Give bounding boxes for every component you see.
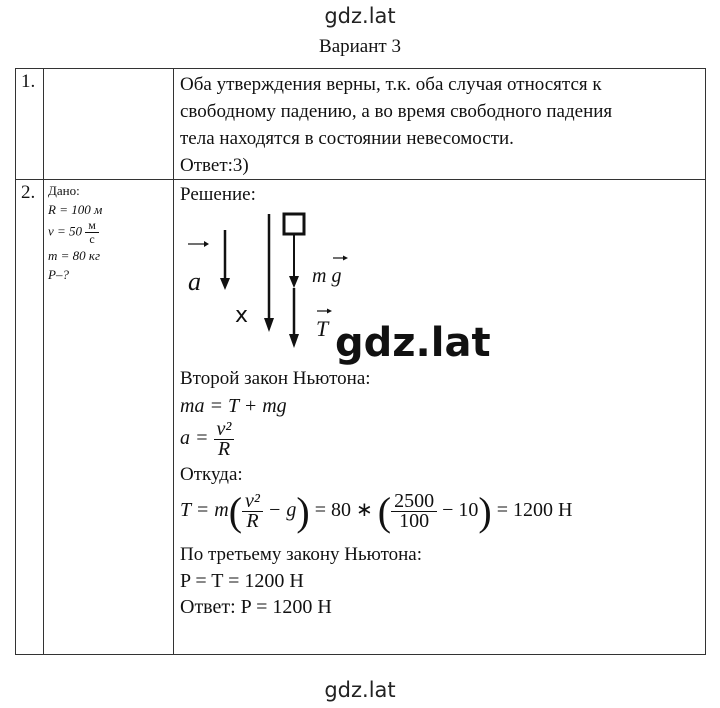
- eq2-fraction: [214, 420, 235, 459]
- solution-heading: Решение:: [180, 184, 256, 205]
- unit-numerator: м: [85, 219, 99, 233]
- acceleration-arrow-head: [220, 278, 230, 290]
- eq3-part: − 10: [442, 499, 479, 522]
- newton-third-law: По третьему закону Ньютона:: [180, 544, 422, 565]
- given-find: P–?: [48, 267, 69, 282]
- eq3-part: T = m: [180, 499, 229, 522]
- eq3-part: − g: [267, 499, 297, 522]
- given-speed-value: v = 50: [48, 223, 83, 239]
- unit-denominator: с: [89, 232, 95, 246]
- row-number: 1.: [16, 69, 44, 180]
- x-label: x: [235, 303, 249, 328]
- watermark-bottom: gdz.lat: [324, 678, 396, 702]
- eq2-lhs: a =: [180, 427, 209, 450]
- solution-cell: [174, 180, 706, 655]
- tension-arrow-head: [289, 334, 299, 348]
- fraction-numerator: v²: [214, 420, 235, 440]
- watermark-top: gdz.lat: [324, 4, 396, 28]
- left-paren: (: [228, 489, 243, 534]
- equation-4: P = T = 1200 Н: [180, 570, 304, 592]
- long-arrow-head: [264, 318, 274, 332]
- answer-line: тела находятся в состоянии невесомости.: [180, 128, 514, 149]
- eq3-fraction-1: [242, 492, 263, 531]
- fraction-numerator: 2500: [391, 492, 437, 512]
- a-vector-mark-head: [204, 241, 209, 247]
- final-answer: Ответ: P = 1200 Н: [180, 596, 332, 618]
- right-paren: ): [478, 489, 492, 534]
- gravity-arrow-head: [289, 276, 299, 288]
- right-paren: ): [296, 489, 310, 534]
- table-row: [16, 69, 706, 180]
- fraction-numerator: v²: [242, 492, 263, 512]
- whence-label: Откуда:: [180, 464, 243, 485]
- table-row: [16, 180, 706, 655]
- fraction-denominator: R: [217, 438, 231, 460]
- answer-line: свободному падению, а во время свободного падения: [180, 101, 613, 122]
- equation-3: [180, 488, 699, 542]
- mg-label: m g: [312, 265, 342, 287]
- eq3-part: = 80 ∗: [314, 499, 373, 522]
- given-speed: [48, 219, 173, 246]
- fraction-denominator: R: [246, 510, 259, 532]
- given-radius: R = 100 м: [48, 202, 103, 217]
- given-mass: m = 80 кг: [48, 248, 101, 263]
- watermark-middle: gdz.lat: [335, 320, 491, 366]
- given-cell-empty: [44, 69, 174, 180]
- g-vector-mark-head: [343, 256, 348, 261]
- equation-1: ma = T + mg: [180, 395, 287, 417]
- fraction-denominator: 100: [399, 510, 430, 532]
- eq3-fraction-2: [391, 492, 437, 531]
- given-title: Дано:: [48, 183, 80, 198]
- body-square: [284, 214, 304, 234]
- eq3-part: = 1200 Н: [496, 499, 573, 522]
- answer-line: Оба утверждения верны, т.к. оба случая относятся к: [180, 74, 602, 95]
- speed-unit-fraction: [85, 219, 99, 246]
- answer-cell: [174, 69, 706, 180]
- answer-line: Ответ:3): [180, 155, 249, 176]
- left-paren: (: [377, 489, 392, 534]
- equation-2: [180, 420, 699, 462]
- given-cell: [44, 180, 174, 655]
- newton-second-law: Второй закон Ньютона:: [180, 368, 371, 389]
- t-vector-mark-head: [327, 309, 332, 314]
- row-number: 2.: [16, 180, 44, 655]
- t-label: T: [316, 316, 329, 341]
- variant-title: Вариант 3: [319, 36, 401, 57]
- a-label: a: [188, 267, 201, 296]
